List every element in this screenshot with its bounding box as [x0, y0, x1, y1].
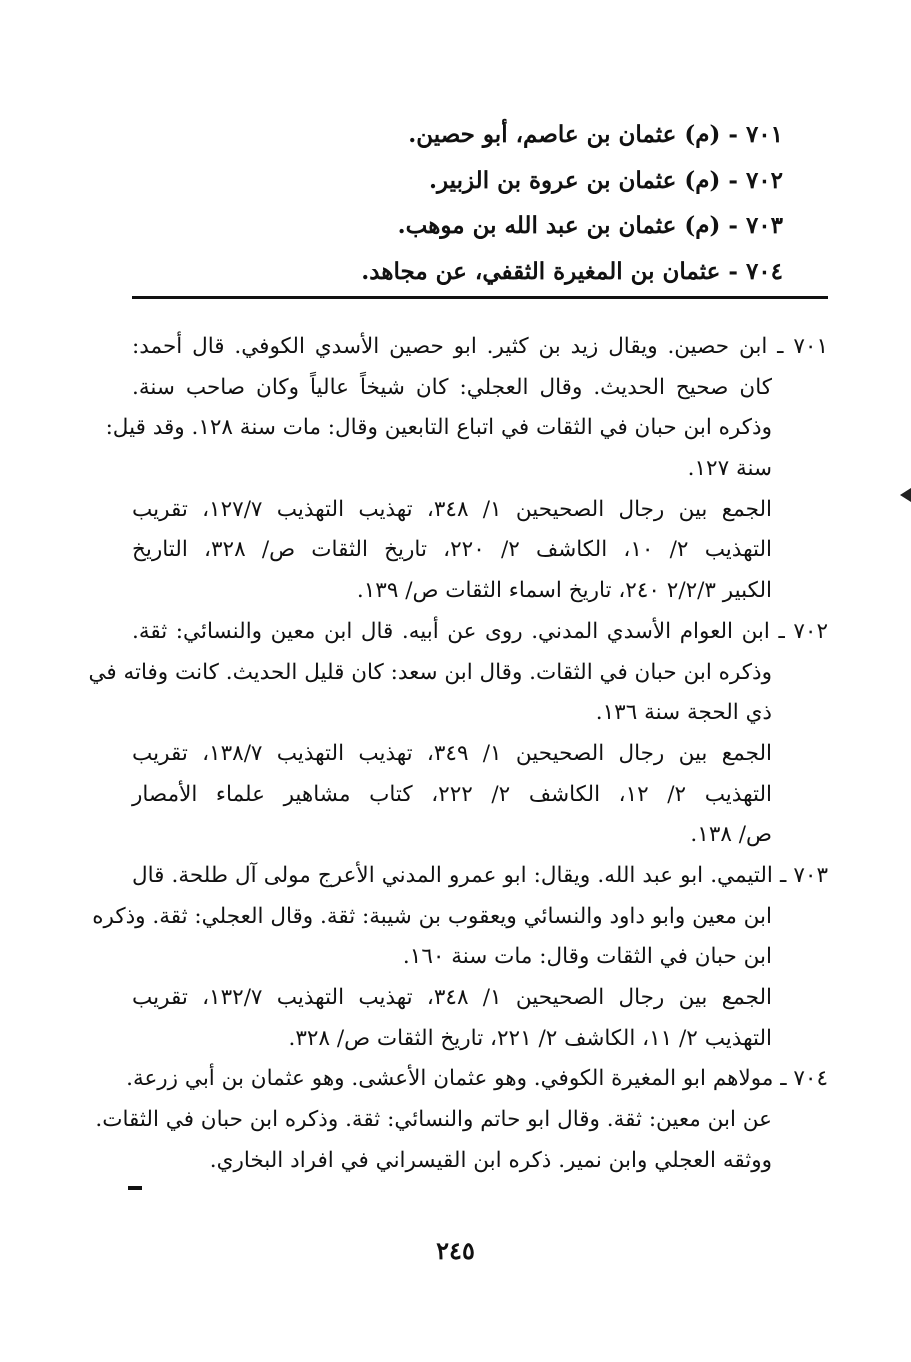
- note-line: كان صحيح الحديث. وقال العجلي: كان شيخاً عالياً وكان صاحب سنة.: [132, 374, 772, 400]
- note-line: وذكره ابن حبان في الثقات. وقال ابن سعد: كان قليل الحديث. كانت وفاته في: [88, 659, 772, 685]
- note-line: ابن معين وابو داود والنسائي ويعقوب بن شيبة: ثقة. وقال العجلي: ثقة. وذكره: [92, 903, 772, 929]
- note-line: ٧٠١ ـ ابن حصين. ويقال زيد بن كثير. ابو حصين الأسدي الكوفي. قال أحمد:: [132, 334, 828, 359]
- reference-line: الجمع بين رجال الصحيحين ١/ ٣٤٨، تهذيب التهذيب ١٢٧/٧، تقريب: [132, 496, 772, 522]
- page-number: ٢٤٥: [436, 1236, 475, 1265]
- reference-line: ص/ ١٣٨.: [690, 822, 772, 848]
- note-line: ٧٠٣ ـ التيمي. ابو عبد الله. ويقال: ابو عمرو المدني الأعرج مولى آل طلحة. قال: [132, 862, 828, 888]
- footnotes: [88, 327, 828, 1181]
- note-line: ٧٠٢ ـ ابن العوام الأسدي المدني. روى عن أبيه. قال ابن معين والنسائي: ثقة.: [132, 618, 828, 644]
- end-mark: [128, 1186, 142, 1190]
- heading-704: ٧٠٤ - عثمان بن المغيرة الثقفي، عن مجاهد.: [361, 257, 783, 285]
- note-line: ووثقه العجلي وابن نمير. ذكره ابن القيسراني في افراد البخاري.: [209, 1147, 772, 1173]
- reference-line: التهذيب ٢/ ١٠، الكاشف ٢/ ٢٢٠، تاريخ الثقات ص/ ٣٢٨، التاريخ: [132, 537, 772, 563]
- note-line: وذكره ابن حبان في الثقات في اتباع التابعين وقال: مات سنة ١٢٨. وقد قيل:: [105, 415, 772, 441]
- reference-line: الجمع بين رجال الصحيحين ١/ ٣٤٨، تهذيب التهذيب ١٣٢/٧، تقريب: [132, 985, 772, 1010]
- note-line: ٧٠٤ ـ مولاهم ابو المغيرة الكوفي. وهو عثمان الأعشى. وهو عثمان بن أبي زرعة.: [126, 1066, 828, 1092]
- reference-line: التهذيب ٢/ ١٢، الكاشف ٢/ ٢٢٢، كتاب مشاهير علماء الأمصار: [132, 781, 772, 807]
- reference-line: التهذيب ٢/ ١١، الكاشف ٢/ ٢٢١، تاريخ الثقات ص/ ٣٢٨.: [288, 1025, 772, 1051]
- reference-line: الجمع بين رجال الصحيحين ١/ ٣٤٩، تهذيب التهذيب ١٣٨/٧، تقريب: [132, 740, 772, 766]
- footnote-divider: [132, 296, 828, 299]
- heading-701: ٧٠١ - (م) عثمان بن عاصم، أبو حصين.: [408, 121, 783, 148]
- margin-arrow-mark: [900, 488, 911, 502]
- heading-702: ٧٠٢ - (م) عثمان بن عروة بن الزبير.: [428, 166, 783, 194]
- note-line: ذي الحجة سنة ١٣٦.: [595, 700, 772, 726]
- note-line: ابن حبان في الثقات وقال: مات سنة ١٦٠.: [402, 944, 772, 970]
- note-line: سنة ١٢٧.: [687, 456, 772, 482]
- heading-703: ٧٠٣ - (م) عثمان بن عبد الله بن موهب.: [397, 212, 783, 239]
- note-line: عن ابن معين: ثقة. وقال ابو حاتم والنسائي: ثقة. وذكره ابن حبان في الثقات.: [95, 1107, 772, 1133]
- entry-headings: [263, 112, 783, 294]
- reference-line: الكبير ٢/٢/٣ ٢٤٠، تاريخ اسماء الثقات ص/ ١٣٩.: [356, 578, 772, 604]
